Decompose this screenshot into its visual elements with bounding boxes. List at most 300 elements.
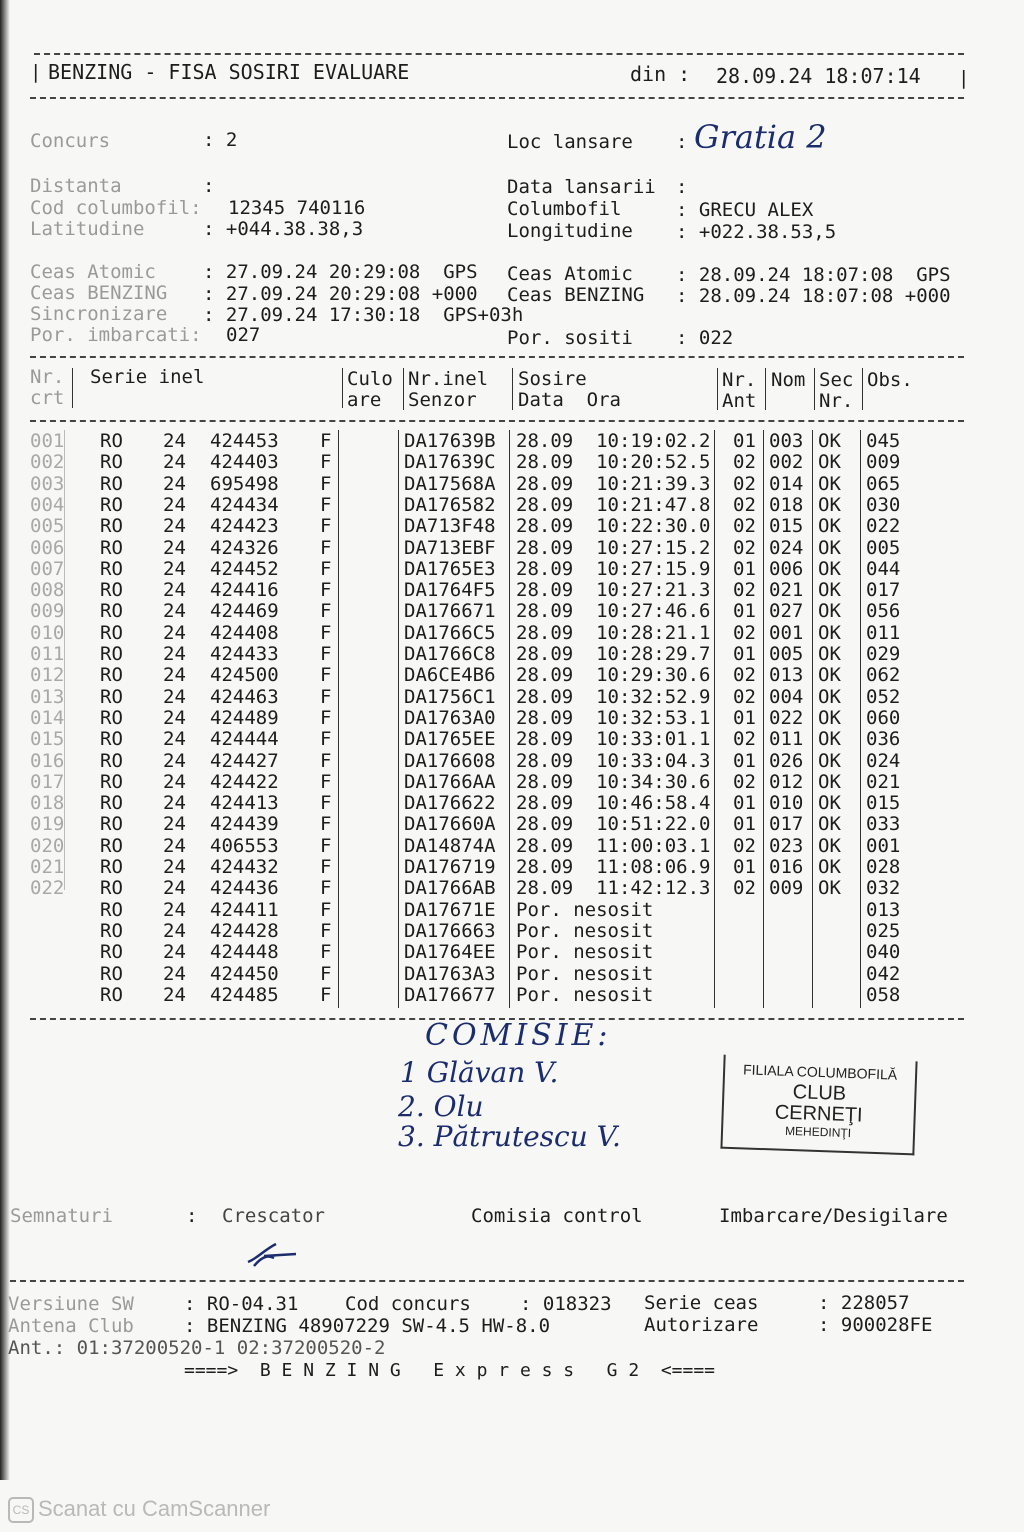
stamp-line-4: MEHEDINŢI xyxy=(784,1123,852,1141)
antenna-serials: Ant.: 01:37200520-1 02:37200520-2 xyxy=(8,1337,386,1359)
cell-inel: 424453 xyxy=(210,430,279,452)
cell-senzor: DA17671E xyxy=(404,898,496,921)
ceas-benzing2-label: Ceas BENZING xyxy=(507,284,645,306)
table-row xyxy=(0,836,1024,857)
cell-senzor: DA1763A3 xyxy=(404,962,496,985)
cell-ant: 01 xyxy=(733,600,756,623)
cell-senzor: DA6CE4B6 xyxy=(404,664,496,687)
cell-ant: 01 xyxy=(733,557,756,580)
cell-inel: 424450 xyxy=(210,962,279,985)
cell-tara: RO xyxy=(100,834,123,857)
cell-obs: 033 xyxy=(866,813,901,836)
cell-sosire: 28.09 10:33:04.3 xyxy=(516,749,711,772)
cell-sosire: 28.09 10:27:15.2 xyxy=(516,536,711,559)
col-header-sec-1: Sec xyxy=(819,369,854,391)
cell-inel: 424463 xyxy=(210,685,279,708)
table-row xyxy=(0,665,1024,686)
cell-ant: 02 xyxy=(733,515,756,538)
cell-obs: 028 xyxy=(866,856,901,878)
cell-inel: 424439 xyxy=(210,813,279,836)
cell-sosire: 28.09 10:27:46.6 xyxy=(516,600,711,623)
cell-obs: 045 xyxy=(866,430,901,452)
cell-sec: OK xyxy=(818,643,841,665)
comisia-label: Comisia control xyxy=(471,1205,643,1227)
cell-nr: 020 xyxy=(30,834,65,857)
cell-nr: 016 xyxy=(30,749,65,772)
cell-sec: OK xyxy=(818,621,841,644)
table-row xyxy=(0,729,1024,750)
cell-sex: F xyxy=(320,813,332,836)
table-row xyxy=(0,431,1024,452)
cell-sex: F xyxy=(320,877,332,900)
cell-sec: OK xyxy=(818,834,841,857)
cell-an: 24 xyxy=(163,706,186,729)
cell-nr: 003 xyxy=(30,472,65,495)
col-header-nr-1: Nr. xyxy=(30,366,65,388)
serie-ceas-value: : 228057 xyxy=(818,1292,910,1314)
cell-nr: 002 xyxy=(30,451,65,474)
cell-sosire: 28.09 11:00:03.1 xyxy=(516,834,711,857)
cell-an: 24 xyxy=(163,898,186,921)
columbofil-label: Columbofil xyxy=(507,198,622,220)
distanta-value: : xyxy=(203,175,215,197)
cell-senzor: DA176582 xyxy=(404,493,496,516)
header-divider xyxy=(512,368,513,410)
table-top-rule xyxy=(30,356,964,358)
cell-sec: OK xyxy=(818,813,841,836)
table-row xyxy=(0,623,1024,644)
table-row xyxy=(0,687,1024,708)
cell-inel: 424416 xyxy=(210,579,279,602)
concurs-label: Concurs xyxy=(30,130,111,152)
benzing-express-line: ====> B E N Z I N G E x p r e s s G 2 <==== xyxy=(184,1360,716,1381)
header-divider xyxy=(717,368,718,410)
stamp-line-3: CERNEŢI xyxy=(774,1101,863,1127)
cell-ant: 02 xyxy=(733,728,756,751)
cell-an: 24 xyxy=(163,728,186,751)
cell-an: 24 xyxy=(163,749,186,772)
cell-inel: 695498 xyxy=(210,472,279,495)
cell-an: 24 xyxy=(163,941,186,964)
cell-tara: RO xyxy=(100,621,123,644)
col-header-senzor-2: Senzor xyxy=(408,389,477,411)
cell-inel: 424413 xyxy=(210,792,279,815)
table-row xyxy=(0,921,1024,942)
cell-nr: 006 xyxy=(30,536,65,559)
table-row xyxy=(0,516,1024,537)
antena-label: Antena Club xyxy=(8,1315,134,1337)
cell-an: 24 xyxy=(163,536,186,559)
cell-sex: F xyxy=(320,557,332,580)
cell-ant: 02 xyxy=(733,621,756,644)
cell-obs: 015 xyxy=(866,792,901,815)
cell-nr: 007 xyxy=(30,557,65,580)
cell-sex: F xyxy=(320,962,332,985)
cell-sosire: 28.09 10:19:02.2 xyxy=(516,430,711,452)
col-header-sosire-1: Sosire xyxy=(518,368,587,390)
cell-sex: F xyxy=(320,430,332,452)
cell-an: 24 xyxy=(163,983,186,1006)
cell-sec: OK xyxy=(818,664,841,687)
col-header-ant-2: Ant xyxy=(722,390,757,412)
table-row xyxy=(0,857,1024,878)
data-lansarii-value: : xyxy=(676,176,688,198)
cell-inel: 424432 xyxy=(210,856,279,878)
table-row xyxy=(0,538,1024,559)
cell-nr: 004 xyxy=(30,493,65,516)
cell-ant: 02 xyxy=(733,877,756,900)
cell-sex: F xyxy=(320,919,332,942)
cell-tara: RO xyxy=(100,770,123,793)
cell-nom: 021 xyxy=(769,579,804,602)
cell-nom: 009 xyxy=(769,877,804,900)
cell-obs: 022 xyxy=(866,515,901,538)
cell-sosire: 28.09 10:33:01.1 xyxy=(516,728,711,751)
cell-obs: 056 xyxy=(866,600,901,623)
cell-senzor: DA176677 xyxy=(404,983,496,1006)
camscanner-logo-icon: CS xyxy=(8,1497,34,1523)
cell-sosire: 28.09 10:29:30.6 xyxy=(516,664,711,687)
cell-obs: 029 xyxy=(866,643,901,665)
cell-sec: OK xyxy=(818,536,841,559)
table-row xyxy=(0,644,1024,665)
cell-an: 24 xyxy=(163,430,186,452)
cell-obs: 044 xyxy=(866,557,901,580)
cell-sosire: 28.09 10:34:30.6 xyxy=(516,770,711,793)
cell-tara: RO xyxy=(100,664,123,687)
cell-sosire: 28.09 10:21:47.8 xyxy=(516,493,711,516)
longitudine-value: : +022.38.53,5 xyxy=(676,221,837,243)
cell-tara: RO xyxy=(100,919,123,942)
cell-tara: RO xyxy=(100,451,123,474)
cod-columbofil-label: Cod columbofil: xyxy=(30,197,202,219)
cell-ant: 02 xyxy=(733,579,756,602)
cell-inel: 424403 xyxy=(210,451,279,474)
col-header-culoare-1: Culo xyxy=(347,368,393,390)
cell-sec: OK xyxy=(818,557,841,580)
cell-obs: 052 xyxy=(866,685,901,708)
cell-sosire: 28.09 10:32:52.9 xyxy=(516,685,711,708)
cell-ant: 02 xyxy=(733,834,756,857)
loc-lansare-value: Gratia 2 xyxy=(694,118,827,156)
table-row xyxy=(0,793,1024,814)
cell-tara: RO xyxy=(100,749,123,772)
cell-sec: OK xyxy=(818,472,841,495)
cell-ant: 02 xyxy=(733,493,756,516)
cell-sosire: 28.09 10:28:21.1 xyxy=(516,621,711,644)
col-header-nom: Nom xyxy=(771,369,806,391)
ceas-benzing2-value: : 28.09.24 18:07:08 +000 xyxy=(676,285,951,307)
cell-nom: 027 xyxy=(769,600,804,623)
cell-sex: F xyxy=(320,472,332,495)
cell-sec: OK xyxy=(818,600,841,623)
cell-an: 24 xyxy=(163,664,186,687)
cell-ant: 01 xyxy=(733,706,756,729)
cell-nom: 005 xyxy=(769,643,804,665)
cell-nom: 010 xyxy=(769,792,804,815)
comisie-title: COMISIE: xyxy=(425,1018,612,1053)
cell-tara: RO xyxy=(100,941,123,964)
cell-sec: OK xyxy=(818,706,841,729)
sositi-value: : 022 xyxy=(676,327,734,349)
cell-an: 24 xyxy=(163,472,186,495)
cell-an: 24 xyxy=(163,770,186,793)
cell-sex: F xyxy=(320,983,332,1006)
club-stamp xyxy=(720,1055,917,1156)
cell-nr: 019 xyxy=(30,813,65,836)
cell-senzor: DA17660A xyxy=(404,813,496,836)
cell-sosire: 28.09 10:21:39.3 xyxy=(516,472,711,495)
cell-ant: 01 xyxy=(733,643,756,665)
antena-value: : BENZING 48907229 SW-4.5 HW-8.0 xyxy=(184,1315,551,1337)
cell-senzor: DA1763A0 xyxy=(404,706,496,729)
table-row xyxy=(0,452,1024,473)
cell-senzor: DA17568A xyxy=(404,472,496,495)
cell-tara: RO xyxy=(100,813,123,836)
table-row xyxy=(0,772,1024,793)
cell-nr: 012 xyxy=(30,664,65,687)
col-header-culoare-2: are xyxy=(347,389,382,411)
cell-tara: RO xyxy=(100,600,123,623)
cell-an: 24 xyxy=(163,792,186,815)
cell-nr: 022 xyxy=(30,877,65,900)
table-row xyxy=(0,495,1024,516)
footer-top-rule xyxy=(10,1280,964,1282)
cell-sosire: Por. nesosit xyxy=(516,941,654,964)
data-lansarii-label: Data lansarii xyxy=(507,176,656,198)
cell-sosire: Por. nesosit xyxy=(516,983,654,1006)
cell-obs: 065 xyxy=(866,472,901,495)
cell-nom: 001 xyxy=(769,621,804,644)
cell-inel: 424469 xyxy=(210,600,279,623)
cell-tara: RO xyxy=(100,728,123,751)
cell-tara: RO xyxy=(100,877,123,900)
cell-obs: 025 xyxy=(866,919,901,942)
cell-nom: 023 xyxy=(769,834,804,857)
cell-obs: 005 xyxy=(866,536,901,559)
cell-nr: 005 xyxy=(30,515,65,538)
latitudine-value: : +044.38.38,3 xyxy=(203,218,364,240)
cell-sex: F xyxy=(320,536,332,559)
cell-inel: 424489 xyxy=(210,706,279,729)
cell-senzor: DA1766AA xyxy=(404,770,496,793)
cell-senzor: DA1756C1 xyxy=(404,685,496,708)
table-row xyxy=(0,474,1024,495)
cell-tara: RO xyxy=(100,643,123,665)
header-date-label: din : xyxy=(630,62,691,86)
header-divider xyxy=(403,368,404,410)
cell-sex: F xyxy=(320,451,332,474)
camscanner-watermark xyxy=(8,1496,270,1523)
comisie-member-2: 2. Olu xyxy=(398,1090,484,1123)
semnaturi-label: Semnaturi xyxy=(10,1205,113,1227)
col-header-ant-1: Nr. xyxy=(722,369,757,391)
cell-obs: 021 xyxy=(866,770,901,793)
cell-obs: 001 xyxy=(866,834,901,857)
sositi-label: Por. sositi xyxy=(507,327,633,349)
cell-obs: 011 xyxy=(866,621,901,644)
cell-sosire: 28.09 10:27:21.3 xyxy=(516,579,711,602)
cell-inel: 424434 xyxy=(210,493,279,516)
cell-sex: F xyxy=(320,728,332,751)
cell-inel: 424500 xyxy=(210,664,279,687)
loc-lansare-sep: : xyxy=(676,131,688,153)
columbofil-value: : GRECU ALEX xyxy=(676,199,814,221)
cell-sex: F xyxy=(320,600,332,623)
cell-ant: 02 xyxy=(733,536,756,559)
cell-senzor: DA713F48 xyxy=(404,515,496,538)
cell-nom: 014 xyxy=(769,472,804,495)
cell-senzor: DA1766C5 xyxy=(404,621,496,644)
table-row xyxy=(0,559,1024,580)
cell-inel: 406553 xyxy=(210,834,279,857)
cell-sex: F xyxy=(320,706,332,729)
table-row xyxy=(0,751,1024,772)
cell-sosire: 28.09 10:22:30.0 xyxy=(516,515,711,538)
loc-lansare-label: Loc lansare xyxy=(507,131,633,153)
cell-sec: OK xyxy=(818,770,841,793)
cell-an: 24 xyxy=(163,877,186,900)
longitudine-label: Longitudine xyxy=(507,220,633,242)
cell-sosire: Por. nesosit xyxy=(516,898,654,921)
cell-tara: RO xyxy=(100,898,123,921)
cell-nr: 018 xyxy=(30,792,65,815)
cell-senzor: DA176663 xyxy=(404,919,496,942)
col-header-senzor-1: Nr.inel xyxy=(408,368,489,390)
col-header-serie: Serie inel xyxy=(90,366,205,388)
header-divider xyxy=(72,368,73,408)
cell-nom: 016 xyxy=(769,856,804,878)
autorizare-label: Autorizare xyxy=(644,1314,759,1336)
cell-obs: 009 xyxy=(866,451,901,474)
camscanner-text: Scanat cu CamScanner xyxy=(38,1496,271,1521)
cell-an: 24 xyxy=(163,856,186,878)
ceas-atomic-value: : 27.09.24 20:29:08 GPS xyxy=(203,261,478,283)
cell-sec: OK xyxy=(818,856,841,878)
cell-sosire: 28.09 10:32:53.1 xyxy=(516,706,711,729)
cell-nr: 009 xyxy=(30,600,65,623)
cell-senzor: DA1765E3 xyxy=(404,557,496,580)
cell-sec: OK xyxy=(818,728,841,751)
cell-sec: OK xyxy=(818,579,841,602)
cell-nr: 008 xyxy=(30,579,65,602)
versiune-label: Versiune SW xyxy=(8,1293,134,1315)
ceas-benzing-label: Ceas BENZING xyxy=(30,282,168,304)
cell-tara: RO xyxy=(100,962,123,985)
table-row xyxy=(0,964,1024,985)
cell-an: 24 xyxy=(163,643,186,665)
cell-tara: RO xyxy=(100,557,123,580)
table-row xyxy=(0,878,1024,899)
cell-tara: RO xyxy=(100,685,123,708)
cell-nom: 013 xyxy=(769,664,804,687)
stamp-line-1: FILIALA COLUMBOFILĂ xyxy=(742,1061,898,1083)
table-row xyxy=(0,985,1024,1006)
cell-nr: 013 xyxy=(30,685,65,708)
cell-sosire: 28.09 10:28:29.7 xyxy=(516,643,711,665)
cell-senzor: DA713EBF xyxy=(404,536,496,559)
cell-ant: 01 xyxy=(733,813,756,836)
table-row xyxy=(0,814,1024,835)
cell-sex: F xyxy=(320,792,332,815)
header-left-bar: | xyxy=(30,61,42,83)
cell-senzor: DA14874A xyxy=(404,834,496,857)
sincronizare-value: : 27.09.24 17:30:18 GPS+03h xyxy=(203,304,524,326)
cell-sosire: 28.09 11:42:12.3 xyxy=(516,877,711,900)
cell-sosire: 28.09 11:08:06.9 xyxy=(516,856,711,878)
cell-inel: 424326 xyxy=(210,536,279,559)
cell-sec: OK xyxy=(818,515,841,538)
cell-tara: RO xyxy=(100,792,123,815)
ceas-atomic-label: Ceas Atomic xyxy=(30,261,156,283)
cell-sec: OK xyxy=(818,877,841,900)
cell-nom: 006 xyxy=(769,557,804,580)
cell-nom: 004 xyxy=(769,685,804,708)
comisie-member-1: 1 Glăvan V. xyxy=(400,1056,559,1089)
cell-senzor: DA1766C8 xyxy=(404,643,496,665)
sincronizare-label: Sincronizare xyxy=(30,303,168,325)
cell-senzor: DA17639B xyxy=(404,430,496,452)
cell-sec: OK xyxy=(818,451,841,474)
cell-sex: F xyxy=(320,579,332,602)
cell-ant: 02 xyxy=(733,770,756,793)
cell-inel: 424408 xyxy=(210,621,279,644)
cell-an: 24 xyxy=(163,579,186,602)
cell-ant: 02 xyxy=(733,685,756,708)
cell-tara: RO xyxy=(100,493,123,516)
cell-sex: F xyxy=(320,493,332,516)
cell-obs: 062 xyxy=(866,664,901,687)
cell-an: 24 xyxy=(163,515,186,538)
cell-ant: 02 xyxy=(733,451,756,474)
table-row xyxy=(0,601,1024,622)
crescator-label: Crescator xyxy=(222,1205,325,1227)
cell-an: 24 xyxy=(163,685,186,708)
cell-senzor: DA176719 xyxy=(404,856,496,878)
cell-an: 24 xyxy=(163,600,186,623)
stamp-line-2: CLUB xyxy=(792,1081,847,1105)
cell-obs: 032 xyxy=(866,877,901,900)
cell-an: 24 xyxy=(163,813,186,836)
cell-obs: 040 xyxy=(866,941,901,964)
cell-an: 24 xyxy=(163,834,186,857)
cell-senzor: DA176671 xyxy=(404,600,496,623)
latitudine-label: Latitudine xyxy=(30,218,145,240)
cell-sosire: 28.09 10:27:15.9 xyxy=(516,557,711,580)
cell-obs: 013 xyxy=(866,898,901,921)
cell-tara: RO xyxy=(100,856,123,878)
cell-inel: 424436 xyxy=(210,877,279,900)
ceas-benzing-value: : 27.09.24 20:29:08 +000 xyxy=(203,283,478,305)
imbarcati-label: Por. imbarcati: xyxy=(30,324,202,346)
cell-inel: 424428 xyxy=(210,919,279,942)
cell-nom: 024 xyxy=(769,536,804,559)
cell-inel: 424448 xyxy=(210,941,279,964)
cell-nom: 022 xyxy=(769,706,804,729)
cell-ant: 01 xyxy=(733,749,756,772)
cell-sec: OK xyxy=(818,493,841,516)
cell-nr: 017 xyxy=(30,770,65,793)
cell-nom: 003 xyxy=(769,430,804,452)
cell-an: 24 xyxy=(163,621,186,644)
cell-inel: 424427 xyxy=(210,749,279,772)
crescator-signature xyxy=(244,1240,304,1270)
header-divider xyxy=(765,368,766,410)
cell-inel: 424485 xyxy=(210,983,279,1006)
col-header-sec-2: Nr. xyxy=(819,390,854,412)
cell-nr: 001 xyxy=(30,430,65,452)
cell-an: 24 xyxy=(163,451,186,474)
